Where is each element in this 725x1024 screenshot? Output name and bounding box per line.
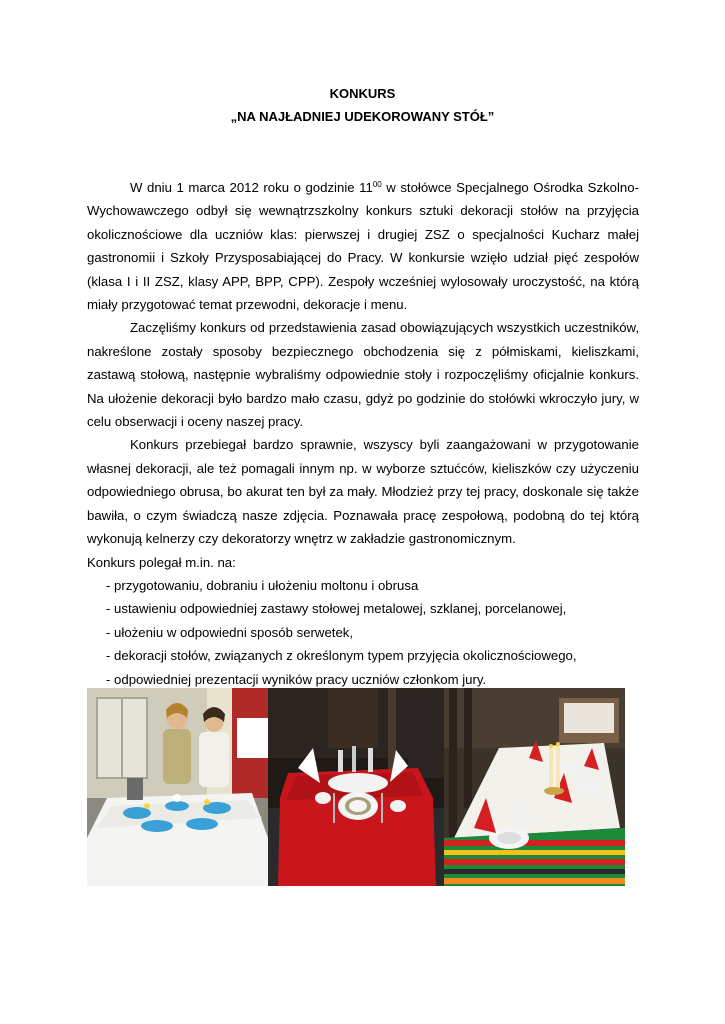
photo-red-table <box>268 688 444 886</box>
photo-strip <box>87 688 625 886</box>
list-intro: Konkurs polegał m.in. na: <box>87 554 236 570</box>
paragraph-1 <box>87 176 639 316</box>
subtitle-heading: „NA NAJŁADNIEJ UDEKOROWANY STÓŁ” <box>230 109 495 124</box>
paragraph-2: Zaczęliśmy konkurs od przedstawienia zasad obowiązujących wszystkich uczestników, nakreślone zostały sposoby bezpiecznego obchodzenia się z półmiskami, kieliszkami, zastawą stołową, następnie wybraliśmy odpowiednie stoły i rozpoczęliśmy oficjalnie konkurs. Na ułożenie dekoracji było bardzo mało czasu, gdyż po godzinie do stołówki wkroczyło jury, w celu obserwacji i oceny naszej pracy. <box>87 320 639 430</box>
list-item: - dekoracji stołów, związanych z określonym typem przyjęcia okolicznościowego, <box>106 648 577 664</box>
paragraph-1-start: W dniu 1 marca 2012 roku o godzinie 11 <box>130 180 373 195</box>
list-item: - przygotowaniu, dobraniu i ułożeniu moltonu i obrusa <box>106 577 419 593</box>
list-item: - ustawieniu odpowiedniej zastawy stołowej metalowej, szklanej, porcelanowej, <box>106 601 567 617</box>
article-body <box>87 176 639 691</box>
photo-striped-table <box>444 688 625 886</box>
paragraph-1-rest: w stołówce Specjalnego Ośrodka Szkolno-Wychowawczego odbył się wewnątrzszkolny konkurs sztuki dekoracji stołów na przyjęcia okolicznościowe dla uczniów klas: pierwszej i drugiej ZSZ o specjalności Kucharz małej gastronomii i Szkoły Przysposabiającej do Pracy. W konkursie wzięło udział pięć zespołów (klasa I i II ZSZ, klasy APP, BPP, CPP). Zespoły wcześniej wylosowały uroczystość, na którą miały przygotować temat przewodni, dekoracje i menu. <box>87 180 639 313</box>
paragraph-3: Konkurs przebiegał bardzo sprawnie, wszyscy byli zaangażowani w przygotowanie własnej dekoracji, ale też pomagali innym np. w wyborze sztućców, kieliszków czy użyczeniu odpowiedniego obrusa, bo akurat ten był za mały. Młodzież przy tej pracy, doskonale się także bawiła, o czym świadczą nasze zdjęcia. Poznawała pracę zespołową, podobną do tej którą wykonują kelnerzy czy dekoratorzy wnętrz w zakładzie gastronomicznym. <box>87 437 639 547</box>
list-item: - odpowiedniej prezentacji wyników pracy uczniów członkom jury. <box>106 671 487 687</box>
title-heading: KONKURS <box>329 86 396 101</box>
photo-blue-table <box>87 688 268 886</box>
list-item: - ułożeniu w odpowiedni sposób serwetek, <box>106 624 354 640</box>
task-list <box>87 574 639 691</box>
time-superscript: 00 <box>372 180 382 189</box>
